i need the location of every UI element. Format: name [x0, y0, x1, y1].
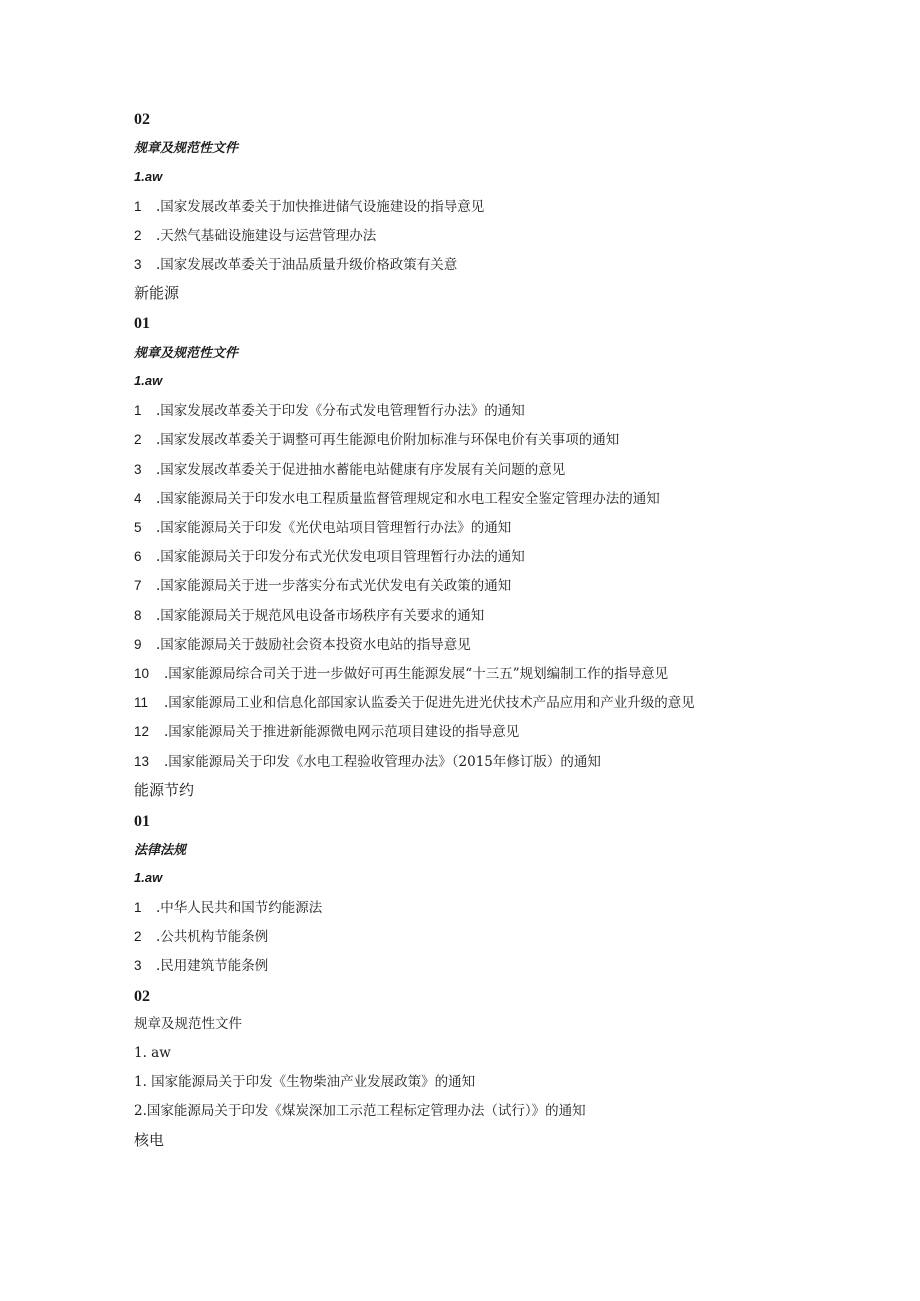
sub-heading: 1.aw — [134, 870, 163, 885]
item-number: 6 — [134, 549, 142, 564]
list-item — [134, 463, 565, 478]
section-number: 01 — [134, 813, 150, 830]
item-text: .国家发展改革委关于调整可再生能源电价附加标准与环保电价有关事项的通知 — [156, 432, 620, 448]
list-item — [134, 229, 376, 244]
section-number: 02 — [134, 988, 150, 1005]
item-number: 3 — [134, 257, 142, 272]
item-number: 4 — [134, 491, 142, 506]
section-title: 能源节约 — [134, 781, 195, 799]
item-text: .国家能源局关于鼓励社会资本投资水电站的指导意见 — [156, 637, 471, 653]
list-item — [134, 579, 511, 594]
item-number: 13 — [134, 754, 150, 769]
item-number: 10 — [134, 666, 150, 681]
item-text: .国家能源局关于印发《光伏电站项目管理暂行办法》的通知 — [156, 520, 512, 536]
list-item — [134, 901, 322, 916]
sub-heading: 1.aw — [134, 169, 163, 184]
item-number: 11 — [134, 695, 149, 710]
item-text: .国家能源局关于规范风电设备市场秩序有关要求的通知 — [156, 608, 485, 624]
item-number: 8 — [134, 608, 142, 623]
list-item — [134, 609, 484, 624]
item-text: .国家发展改革委关于促进抽水蓄能电站健康有序发展有关问题的意见 — [156, 462, 566, 478]
list-item — [134, 667, 668, 682]
list-item — [134, 492, 660, 507]
item-text: .国家能源局工业和信息化部国家认监委关于促进先进光伏技术产品应用和产业升级的意见 — [164, 695, 695, 711]
item-number: 5 — [134, 520, 142, 535]
list-item — [134, 433, 619, 448]
sub-heading: 1. aw — [134, 1045, 171, 1061]
list-item — [134, 696, 695, 711]
item-text: .天然气基础设施建设与运营管理办法 — [156, 228, 377, 244]
item-text: .国家能源局关于印发水电工程质量监督管理规定和水电工程安全鉴定管理办法的通知 — [156, 491, 660, 507]
item-number: 2 — [134, 228, 142, 243]
list-item — [134, 930, 268, 945]
sub-heading: 1.aw — [134, 373, 163, 388]
item-number: 12 — [134, 724, 150, 739]
section-number: 01 — [134, 315, 150, 332]
list-item — [134, 200, 484, 215]
list-item — [134, 521, 511, 536]
item-text: .国家能源局关于进一步落实分布式光伏发电有关政策的通知 — [156, 578, 512, 594]
item-text: .公共机构节能条例 — [156, 929, 269, 945]
section-title: 新能源 — [134, 284, 180, 302]
list-item — [134, 638, 471, 653]
item-number: 3 — [134, 462, 142, 477]
item-text: .中华人民共和国节约能源法 — [156, 900, 323, 916]
item-text: .民用建筑节能条例 — [156, 958, 269, 974]
item-number: 1 — [134, 403, 142, 418]
list-item: 1. 国家能源局关于印发《生物柴油产业发展政策》的通知 — [134, 1074, 476, 1090]
item-text: .国家能源局关于印发分布式光伏发电项目管理暂行办法的通知 — [156, 549, 525, 565]
item-text: .国家能源局综合司关于进一步做好可再生能源发展“十三五”规划编制工作的指导意见 — [164, 666, 669, 682]
category-heading: 法律法规 — [134, 842, 187, 857]
category-heading: 规章及规范性文件 — [134, 1016, 242, 1032]
item-text: .国家发展改革委关于油品质量升级价格政策有关意 — [156, 257, 458, 273]
list-item — [134, 755, 601, 770]
list-item — [134, 258, 457, 273]
item-text: .国家能源局关于推进新能源微电网示范项目建设的指导意见 — [164, 724, 520, 740]
category-heading: 规章及规范性文件 — [134, 345, 239, 360]
list-item: 2.国家能源局关于印发《煤炭深加工示范工程标定管理办法（试行）》的通知 — [134, 1103, 586, 1119]
item-number: 9 — [134, 637, 142, 652]
list-item — [134, 550, 525, 565]
item-number: 2 — [134, 432, 142, 447]
item-text: .国家能源局关于印发《水电工程验收管理办法》（2015年修订版）的通知 — [164, 754, 601, 770]
list-item — [134, 725, 519, 740]
section-number: 02 — [134, 111, 150, 128]
item-text: .国家发展改革委关于印发《分布式发电管理暂行办法》的通知 — [156, 403, 525, 419]
item-number: 1 — [134, 900, 142, 915]
item-number: 1 — [134, 199, 142, 214]
category-heading: 规章及规范性文件 — [134, 140, 239, 155]
section-title: 核电 — [134, 1131, 165, 1149]
item-number: 2 — [134, 929, 142, 944]
list-item — [134, 959, 268, 974]
list-item — [134, 404, 525, 419]
item-number: 3 — [134, 958, 142, 973]
item-number: 7 — [134, 578, 142, 593]
item-text: .国家发展改革委关于加快推进储气设施建设的指导意见 — [156, 199, 485, 215]
